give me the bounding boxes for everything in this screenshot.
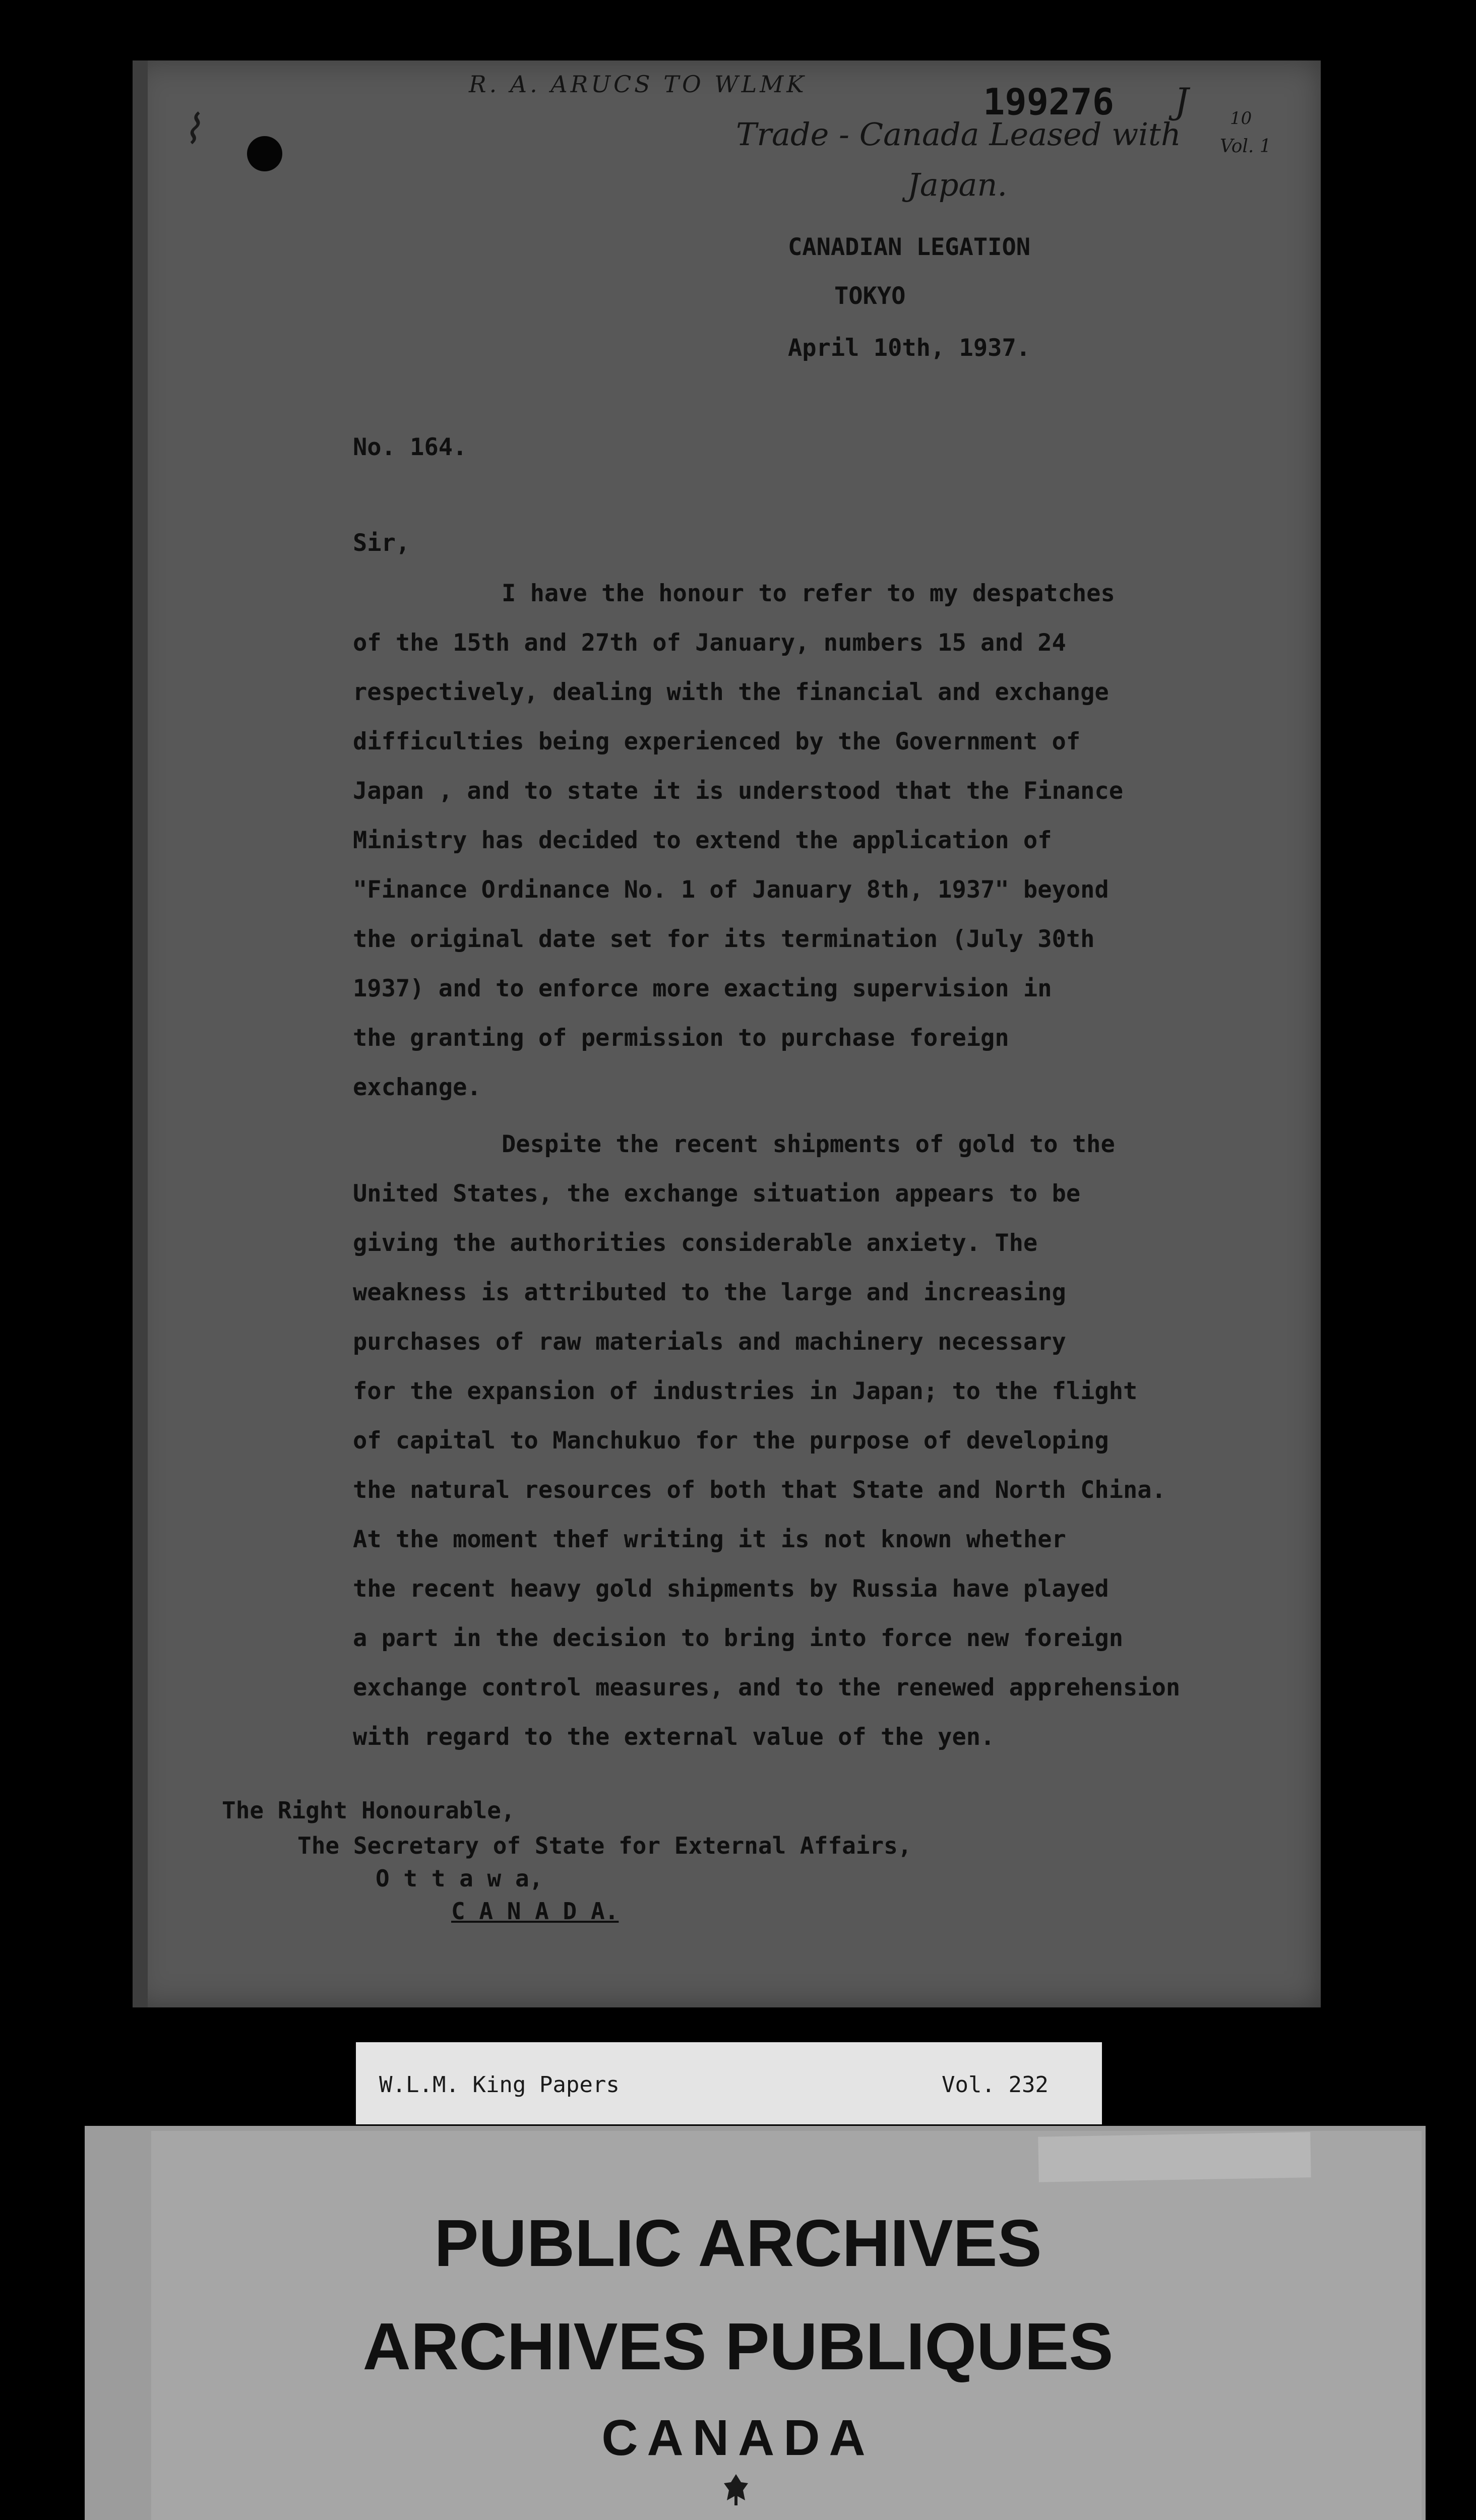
reference-stamp-number: 199276 — [983, 81, 1115, 123]
body-line: Japan , and to state it is understood that the Finance — [353, 777, 1124, 805]
body-line: the original date set for its termination (July 30th — [353, 925, 1095, 953]
body-line: a part in the decision to bring into force new foreign — [353, 1624, 1124, 1652]
body-line: weakness is attributed to the large and increasing — [353, 1279, 1066, 1306]
letter-date: April 10th, 1937. — [788, 334, 1031, 362]
body-line: exchange control measures, and to the renewed apprehension — [353, 1674, 1181, 1702]
salutation: Sir, — [353, 529, 410, 557]
body-line: United States, the exchange situation appears to be — [353, 1180, 1081, 1208]
page-edge — [133, 60, 148, 2007]
archives-title-fr: ARCHIVES PUBLIQUES — [362, 2309, 1114, 2383]
body-line: for the expansion of industries in Japan; to the flight — [353, 1377, 1138, 1405]
body-line: with regard to the external value of the yen. — [353, 1723, 995, 1751]
handwritten-file-note1: 10 — [1230, 108, 1252, 129]
addressee-line4: C A N A D A. — [451, 1898, 619, 1925]
body-line: Despite the recent shipments of gold to the — [502, 1130, 1115, 1158]
corner-mark: ⌇ — [181, 106, 202, 153]
body-line: giving the authorities considerable anxiety. The — [353, 1229, 1038, 1257]
body-line: of the 15th and 27th of January, numbers 15 and 24 — [353, 629, 1066, 657]
letterhead-city: TOKYO — [834, 282, 906, 310]
body-line: the natural resources of both that State and North China. — [353, 1476, 1166, 1504]
crest-icon — [721, 2472, 751, 2507]
body-line: the granting of permission to purchase foreign — [353, 1024, 1009, 1052]
body-line: of capital to Manchukuo for the purpose of developing — [353, 1427, 1109, 1455]
volume-number: Vol. 232 — [942, 2072, 1049, 2098]
body-line: purchases of raw materials and machinery necessary — [353, 1328, 1066, 1356]
letterhead-office: CANADIAN LEGATION — [788, 233, 1031, 261]
body-line: Ministry has decided to extend the application of — [353, 827, 1052, 854]
despatch-number: No. 164. — [353, 433, 467, 461]
body-line: respectively, dealing with the financial and exchange — [353, 678, 1109, 706]
handwritten-file-mark: J — [1175, 81, 1189, 122]
body-line: exchange. — [353, 1074, 481, 1101]
addressee-line2: The Secretary of State for External Affairs, — [297, 1832, 912, 1859]
archives-title-en: PUBLIC ARCHIVES — [434, 2206, 1042, 2280]
body-line: At the moment thef writing it is not known whether — [353, 1526, 1066, 1553]
body-line: "Finance Ordinance No. 1 of January 8th, 1937" beyond — [353, 876, 1109, 904]
body-line: 1937) and to enforce more exacting supervision in — [353, 975, 1052, 1002]
handwritten-subject-line1: Trade - Canada Leased with — [736, 116, 1181, 153]
punch-hole — [247, 136, 282, 171]
handwritten-subject-line2: Japan. — [907, 166, 1008, 203]
archives-card-tab — [1038, 2132, 1311, 2182]
body-line: I have the honour to refer to my despatches — [502, 580, 1115, 607]
archives-country: CANADA — [601, 2410, 875, 2466]
body-line: the recent heavy gold shipments by Russia have played — [353, 1575, 1109, 1603]
handwritten-file-note2: Vol. 1 — [1220, 136, 1271, 157]
addressee-line3: O t t a w a, — [376, 1865, 543, 1892]
collection-name: W.L.M. King Papers — [379, 2072, 620, 2098]
body-line: difficulties being experienced by the Government of — [353, 728, 1081, 755]
addressee-line1: The Right Honourable, — [222, 1797, 515, 1824]
handwritten-routing-note: R. A. ARUCS TO WLMK — [469, 71, 807, 98]
